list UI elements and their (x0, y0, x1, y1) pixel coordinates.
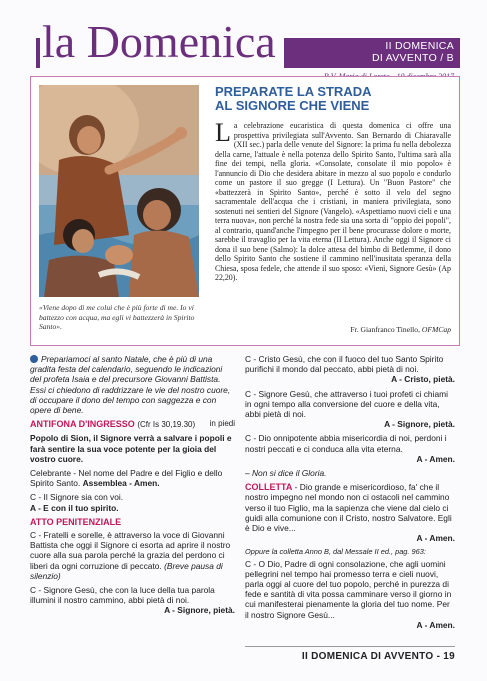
a-amen-1: A - Amen. (416, 453, 455, 464)
article-body (215, 118, 451, 283)
article-box (30, 76, 460, 346)
colletta-amen: A - Amen. (416, 533, 455, 544)
footer-divider (245, 646, 455, 647)
posture-note: in piedi (209, 419, 235, 429)
illustration-caption: «Viene dopo di me colui che è più forte di me. Io vi battezzo con acqua, ma egli vi battezzerà in Spirito Santo». (39, 303, 195, 331)
baptism-illustration (39, 85, 199, 297)
antifona-reference: (Cfr Is 30,19.30) (137, 420, 196, 430)
c-gesu-luce: C - Signore Gesù, che con la luce della tua parola illumini il nostro cammino, abbi pietà di noi. (30, 585, 215, 606)
a-spirito-line: A - E con il tuo spirito. (30, 502, 119, 513)
author-order: OFMCap (421, 325, 451, 334)
c-signore-line: C - Il Signore sia con voi. (30, 492, 124, 503)
page-header (36, 14, 460, 72)
a-signore-pieta-right: A - Signore, pietà. (384, 419, 455, 430)
antifona-heading (30, 419, 235, 430)
intro-paragraph (30, 354, 235, 415)
left-column (30, 354, 235, 620)
atto-text (30, 530, 235, 581)
c-dio-onnipotente: C - Dio onnipotente abbia misericordia di noi, perdoni i nostri peccati e ci conduca alla vita eterna. (245, 433, 447, 454)
c-padre: C - O Dio, Padre di ogni consolazione, che agli uomini pellegrini nel tempo hai promesso terra e cieli nuovi, parla oggi al cuore del tuo popolo, perché in purezza di fede e santità di vita possa camminare verso il giorno in cui manifesterai pienamente la gloria del tuo nome. Per il nostro Signore Gesù... (245, 558, 452, 620)
drop-cap: L (215, 118, 231, 147)
article-text: a celebrazione eucaristica di questa domenica ci offre una prospettiva privilegiata sull'Avvento. San Bernardo di Chiaravalle (XII sec.) parla delle venute del Signore: la prima fu nella debolezza della carne, l'attuale è nella potenza dello Spirito Santo, l'ultima sarà alla fine dei tempi, nella gloria. «Consolate, consolate il mio popolo» è l'annuncio di Dio che desidera abitare in mezzo al suo popolo e condurlo come un pastore il suo gregge (I Lettura). Un "Buon Pastore" che «battezzerà in Spirito Santo», perché è sotto il velo del segno sacramentale dell'acqua che i cristiani, in maniera privilegiata, sono sostenuti nei sentieri del Signore (Vangelo). «Aspettiamo nuovi cieli e una terra nuova», non perché la nostra fede sia una sorta di "oppio dei popoli", al contrario, quand'anche l'impegno per il bene procurasse dolore o morte, sarebbe il travaglio per la vita eterna (II Lettura). Anche oggi il Signore ci dona il suo bene (Salmo): la dolce attesa del bimbo di Betlemme, il dono dello Spirito Santo che sostiene il cammino nell'inusitata speranza della Chiesa, sposa fedele, che attende il suo sposo: «Vieni, Signore Gesù» (Ap 22,20). (215, 121, 451, 282)
magazine-title: la Domenica (40, 14, 284, 70)
bullet-dot-icon (30, 355, 38, 363)
assemblea-text: Assemblea - Amen. (82, 478, 160, 489)
oppure-note: Oppure la colletta Anno B, dal Messale II ed., pag. 963: (245, 547, 426, 557)
issue-line-2: DI AVVENTO / B (371, 52, 454, 64)
a-cristo-pieta: A - Cristo, pietà. (391, 374, 455, 385)
padre-amen: A - Amen. (416, 619, 455, 630)
right-column (245, 354, 455, 634)
atto-text-body: C - Fratelli e sorelle, è attraverso la voce di Giovanni Battista che oggi il Signore ci esorta ad aprire il nostro cuore alla sua parola perché la grazia del perdono ci liberi da ogni corruzione di peccato. (30, 530, 231, 571)
colletta-title: COLLETTA (245, 482, 293, 493)
article-title-line-2: AL SIGNORE CHE VIENE (215, 98, 370, 113)
page-footer: II DOMENICA DI AVVENTO - 19 (301, 651, 455, 662)
author-name: Fr. Gianfranco Tinello, (350, 325, 420, 334)
celebrante-line (30, 468, 235, 488)
gloria-note: – Non si dice il Gloria. (245, 468, 327, 479)
antifona-title: ANTIFONA D'INGRESSO (30, 419, 135, 430)
baptism-painting (39, 85, 199, 297)
article-signature (350, 325, 451, 334)
c-gesu-profeti: C - Signore Gesù, che attraverso i tuoi profeti ci chiami in ogni tempo alla conversione del cuore e della vita, abbi pietà di noi. (245, 388, 448, 420)
intro-text: Prepariamoci al santo Natale, che è più di una gradita festa del calendario, seguendo le indicazioni del profeta Isaia e del precursore Giovanni Battista. Essi ci chiedono di raddrizzare le vie del nostro cuore, di occupare il dono del tempo con saggezza e con opere di bene. (30, 354, 231, 416)
c-cristo-fuoco: C - Cristo Gesù, che con il fuoco del tuo Santo Spirito purifichi il mondo dal peccato, abbi pietà di noi. (245, 354, 444, 375)
issue-label (372, 40, 454, 64)
a-signore-pieta-left: A - Signore, pietà. (164, 605, 235, 616)
atto-pause: (Breve pausa di silenzio) (30, 560, 223, 581)
article-title-line-1: PREPARATE LA STRADA (215, 84, 372, 99)
colletta-text: - Dio grande e misericordioso, fa' che il nostro impegno nel mondo non ci ostacoli nel cammino verso il tuo Figlio, ma la sapienza che viene dal cielo ci guidi alla comunione con il Cristo, nostro Salvatore. Egli è Dio e vive... (245, 482, 452, 534)
atto-penitenziale-heading: ATTO PENITENZIALE (30, 516, 122, 527)
article-title (215, 85, 451, 113)
issue-line-1: II DOMENICA (385, 40, 454, 52)
celebrante-text: Celebrante - Nel nome del Padre e del Figlio e dello Spirito Santo. (30, 468, 223, 489)
antifona-text: Popolo di Sion, il Signore verrà a salvare i popoli e farà sentire la sua voce potente per la gioia del vostro cuore. (30, 433, 232, 464)
colletta-block (245, 482, 455, 533)
